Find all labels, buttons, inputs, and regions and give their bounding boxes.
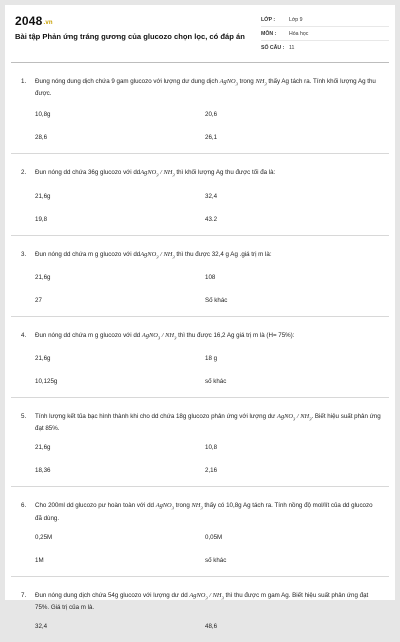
meta-row-class (261, 13, 389, 27)
answer-option[interactable]: 20,6 (205, 111, 218, 119)
question-stem (11, 317, 389, 347)
chemical-formula: AgNO$_3$ (155, 502, 174, 511)
answer-option[interactable]: 32,4 (205, 192, 218, 200)
question-text (35, 331, 381, 343)
answer-option[interactable]: 10,8g (35, 111, 51, 119)
meta-row-question-count (261, 41, 389, 55)
question-text-part: Cho 200ml dd glucozo pư hoàn toàn với dd (35, 502, 156, 510)
answer-option[interactable]: 43.2 (205, 215, 218, 223)
question-number: 4. (21, 331, 27, 339)
question-text-part: Đung nóng dung dịch chứa 9 gam glucozo với lượng dư dung dịch (35, 78, 220, 85)
answer-option[interactable]: 19,8 (35, 215, 48, 223)
question-text-part: thì khối lượng Ag thu được tối đa là: (174, 169, 276, 177)
question-stem (11, 577, 389, 615)
question-text (35, 250, 381, 262)
question-text (35, 501, 381, 523)
meta-row-subject (261, 27, 389, 41)
question-item (11, 398, 389, 487)
meta-value: Lớp 9 (289, 16, 303, 23)
question-number: 3. (21, 250, 27, 258)
question-number: 5. (21, 413, 27, 421)
meta-label: LỚP : (261, 16, 276, 23)
question-text-part: trong (173, 502, 192, 510)
answer-option[interactable]: 108 (205, 273, 216, 281)
answer-option[interactable]: 32,4 (35, 622, 48, 630)
question-list (11, 63, 389, 642)
chemical-formula: AgNO$_3$ (219, 78, 238, 87)
question-number: 6. (21, 502, 27, 510)
answer-options (11, 436, 389, 486)
question-text (35, 168, 381, 180)
question-stem (11, 236, 389, 266)
answer-options (11, 526, 389, 576)
question-text-part: thấy có 10,8g Ag tách ra. Tính nồng độ mol/lít của dd glucozo đã dùng. (35, 502, 373, 522)
answer-option[interactable]: 21,6g (35, 273, 51, 281)
chemical-formula: $NH_3$ (255, 78, 267, 87)
page-header (11, 5, 389, 63)
answer-option[interactable]: 48,6 (205, 622, 218, 630)
answer-option[interactable]: 1M (35, 556, 44, 564)
meta-label: MÔN : (261, 30, 277, 37)
answer-options (11, 103, 389, 153)
meta-info-table (261, 13, 389, 55)
question-text-part: Đun nóng dd chứa m g glucozo với dd (35, 331, 142, 339)
answer-option[interactable]: Số khác (205, 296, 228, 304)
answer-option[interactable]: 18,36 (35, 467, 51, 475)
chemical-formula: AgNO$_3$ / $NH_3$ (189, 591, 224, 600)
question-item (11, 577, 389, 642)
page-title: Bài tập Phản ứng tráng gương của glucozo chọn lọc, có đáp án (15, 32, 245, 41)
answer-option[interactable]: 10,8 (205, 444, 218, 452)
meta-label: SỐ CÂU : (261, 45, 285, 51)
answer-option[interactable]: 21,6g (35, 355, 51, 363)
answer-options (11, 266, 389, 316)
question-text (35, 412, 381, 434)
answer-option[interactable]: 28,6 (35, 134, 48, 142)
chemical-formula: $NH_3$ (191, 502, 203, 511)
question-text-part: thì thu được 16,2 Ag giá trị m là (H= 75%): (176, 331, 295, 339)
answer-option[interactable]: 27 (35, 296, 42, 304)
question-item (11, 487, 389, 576)
answer-option[interactable]: 18 g (205, 355, 218, 363)
answer-option[interactable]: 0,25M (35, 533, 53, 541)
question-number: 1. (21, 78, 27, 85)
chemical-formula: AgNO$_3$ / $NH_3$ (140, 250, 175, 259)
question-text-part: . Biết hiệu suất phản ứng đạt 85%. (35, 413, 381, 433)
question-item (11, 154, 389, 235)
answer-option[interactable]: 21,6g (35, 192, 51, 200)
question-stem (11, 154, 389, 184)
question-text-part: trong (237, 78, 256, 85)
meta-value: 11 (289, 45, 295, 51)
site-logo[interactable]: 2048.vn (15, 14, 53, 28)
question-text (35, 591, 381, 613)
question-stem (11, 63, 389, 103)
answer-option[interactable]: số khác (205, 378, 227, 386)
question-text-part: Tính lượng kết tủa bạc hình thành khi cho dd chứa 18g glucozo phản ứng với lượng dư (35, 413, 278, 421)
question-text-part: Đun nóng dung dịch chứa 54g glucozo với lượng dư dd (35, 591, 190, 599)
answer-options (11, 347, 389, 397)
answer-option[interactable]: 2,16 (205, 467, 218, 475)
question-text-part: Đun nóng dd chứa m g glucozo với dd (35, 250, 141, 258)
answer-options (11, 185, 389, 235)
question-stem (11, 398, 389, 436)
question-text (35, 77, 381, 99)
question-stem (11, 487, 389, 525)
answer-options (11, 615, 389, 642)
question-text-part: thì thu được m gam Ag. Biết hiệu suất phản ứng đạt 75%. Giá trị của m là. (35, 591, 369, 611)
question-item (11, 236, 389, 317)
question-text-part: thấy Ag tách ra. Tính khối lượng Ag thu được. (35, 78, 376, 98)
question-item (11, 63, 389, 154)
chemical-formula: AgNO$_3$ / $NH_3$ (141, 331, 177, 341)
answer-option[interactable]: 26,1 (205, 134, 218, 142)
worksheet-page (5, 5, 395, 630)
chemical-formula: AgNO$_3$ / $NH_3$ (277, 413, 312, 422)
answer-option[interactable]: 10,125g (35, 378, 58, 386)
answer-option[interactable]: 0,05M (205, 533, 223, 541)
question-text-part: Đun nóng dd chứa 36g glucozo với dd (35, 169, 141, 177)
answer-option[interactable]: số khác (205, 556, 227, 564)
question-item (11, 317, 389, 398)
chemical-formula: AgNO$_3$ / $NH_3$ (140, 169, 175, 178)
meta-value: Hóa học (289, 30, 309, 37)
question-number: 7. (21, 591, 27, 599)
question-text-part: thì thu được 32,4 g Ag .giá trị m là: (174, 250, 272, 258)
question-number: 2. (21, 169, 27, 177)
answer-option[interactable]: 21,6g (35, 444, 51, 452)
